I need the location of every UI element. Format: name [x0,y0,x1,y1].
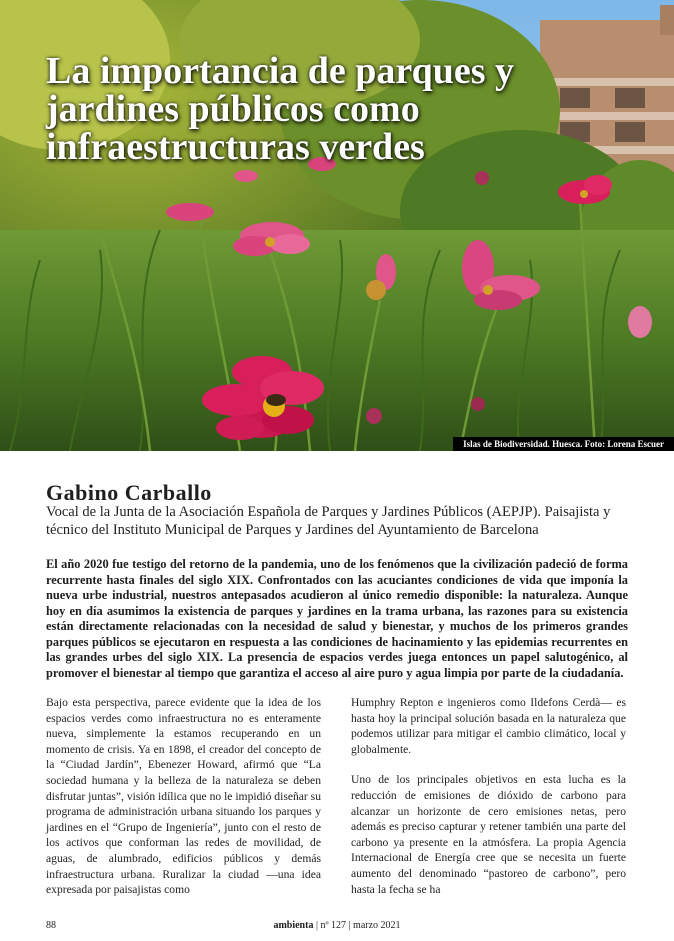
body-column-right [351,695,626,912]
hero-photo [0,0,674,451]
magazine-footer [0,920,674,931]
author-name: Gabino Carballo [46,480,212,505]
magazine-name: ambienta [273,920,314,931]
body-paragraph: Bajo esta perspectiva, parece evidente que la idea de los espacios verdes como infraestructura no es enteramente nueva, simplemente la estamos recuperando en un momento de crisis. Ya en 1898, el creador del concepto de la “Ciudad Jardín”, Ebenezer Howard, afirmó que “La sociedad humana y la belleza de la naturaleza se deben disfrutar juntas”, visión idílica que no le impidió diseñar su programa de administración urbana situando los parques y jardines en el “Grupo de Ingeniería”, junto con el resto de los activos que conforman las redes de movilidad, de aguas, de alumbrado, edificios públicos y demás infraestructura urbana. Ruralizar la ciudad —una idea expresada por paisajistas como [46,696,321,897]
body-paragraph: Humphry Repton e ingenieros como Ildefons Cerdà— es hasta hoy la principal solución basada en la naturaleza que podemos utilizar para mitigar el cambio climático, local y globalmente. [351,696,626,756]
photo-caption: Islas de Biodiversidad. Huesca. Foto: Lorena Escuer [453,437,674,451]
body-column-left [46,695,321,913]
body-paragraph: Uno de los principales objetivos en esta lucha es la reducción de emisiones de dióxido de carbono para alcanzar un horizonte de cero emisiones netas, pero además es preciso capturar y retener también una parte del carbono ya presente en la atmósfera. La propia Agencia Internacional de Energía cree que se necesita un fuerte aumento del denominado “pastoreo de carbono”, pero hasta la fecha se ha [351,773,626,896]
issue-info: | nº 127 | marzo 2021 [313,920,401,931]
page-number: 88 [46,920,56,931]
lead-paragraph: El año 2020 fue testigo del retorno de la pandemia, uno de los fenómenos que la civilización padeció de forma recurrente hasta finales del siglo XIX. Confrontados con las acuciantes condiciones de vida que imponía la nueva urbe industrial, nuestros antepasados acudieron al único remedio disponible: la naturaleza. Aunque hoy en día asumimos la existencia de parques y jardines en la trama urbana, las razones para su existencia están directamente relacionadas con la necesidad de salud y bienestar, y muchos de los primeros grandes parques públicos se ejecutaron en respuesta a las condiciones de hacinamiento y las epidemias recurrentes en las grandes urbes del siglo XIX. La presencia de espacios verdes juega entonces un papel salutogénico, al promover el bienestar al tiempo que garantiza el acceso al aire puro y agua limpia por parte de la ciudadanía. [46,557,628,680]
article-title: La importancia de parques y jardines públicos como infraestructuras verdes [46,50,515,168]
author-bio: Vocal de la Junta de la Asociación Española de Parques y Jardines Públicos (AEPJP). Paisajista y técnico del Instituto Municipal de Parques y Jardines del Ayuntamiento de Barcelona [46,504,611,538]
